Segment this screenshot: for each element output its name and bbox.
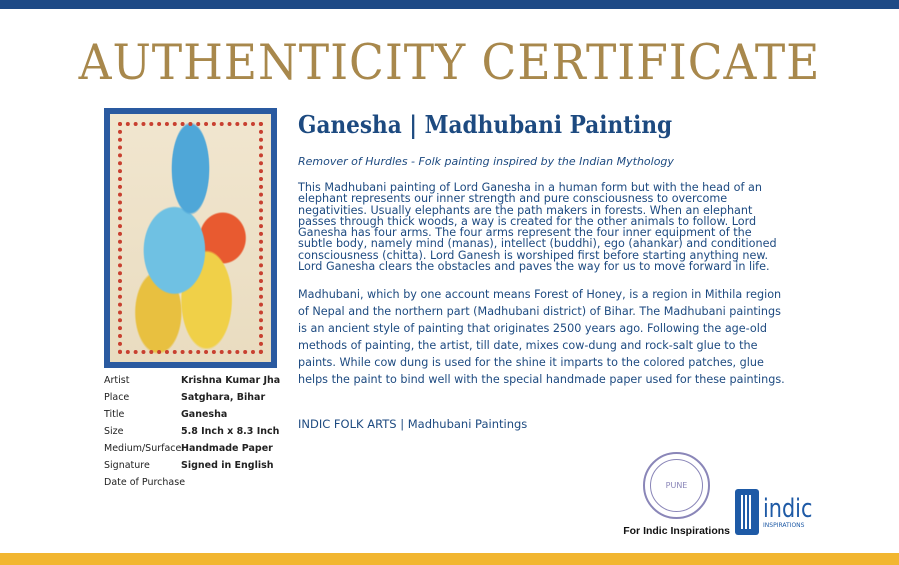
- detail-label: Size: [104, 426, 124, 437]
- brand-line: INDIC FOLK ARTS | Madhubani Paintings: [298, 417, 528, 431]
- detail-row: [104, 423, 280, 440]
- indic-logo: [735, 489, 825, 535]
- detail-value: Handmade Paper: [181, 443, 273, 454]
- company-stamp: [643, 452, 710, 519]
- bottom-bar: [0, 553, 899, 565]
- painting-heading: Ganesha | Madhubani Painting: [298, 110, 673, 139]
- top-bar: [0, 0, 899, 9]
- certificate-title: AUTHENTICITY CERTIFICATE: [78, 34, 821, 91]
- detail-row: [104, 457, 280, 474]
- stamp-center-text: PUNE: [665, 481, 688, 490]
- detail-row: [104, 440, 280, 457]
- detail-label: Artist: [104, 375, 130, 386]
- detail-value: Krishna Kumar Jha: [181, 375, 281, 386]
- description-paragraph-1: This Madhubani painting of Lord Ganesha in a human form but with the head of an elephant represents our inner strength and pure consciousness to overcome negativities. Usually elephants are the path makers in forests. When an elephant passes through thick woods, a way is created for the other animals to follow. Lord Ganesha has four arms. The four arms represent the four inner equipment of the subtle body, namely mind (manas), intellect (buddhi), ego (ahankar) and conditioned consciousness (chitta). Lord Ganesh is worshiped first before starting anything new. Lord Ganesha clears the obstacles and paves the way for us to move forward in life.: [298, 181, 777, 274]
- signoff-text: For Indic Inspirations: [623, 525, 730, 537]
- details-table: [104, 372, 280, 491]
- painting-subtitle: Remover of Hurdles - Folk painting inspired by the Indian Mythology: [298, 155, 674, 168]
- description-paragraph-2: Madhubani, which by one account means Forest of Honey, is a region in Mithila region of Nepal and the northern part (Madhubani district) of Bihar. The Madhubani paintings is an ancient style of painting that originates 2500 years ago. Following the age-old methods of painting, the artist, till date, mixes cow-dung and rock-salt glue to the paints. While cow dung is used for the shine it imparts to the colored patches, glue helps the paint to bind well with the special handmade paper used for these paintings.: [298, 288, 785, 386]
- detail-label: Medium/Surface: [104, 443, 182, 454]
- detail-label: Signature: [104, 460, 150, 471]
- detail-row: [104, 406, 280, 423]
- detail-label: Title: [104, 409, 125, 420]
- detail-row: [104, 389, 280, 406]
- detail-value: Ganesha: [181, 409, 228, 420]
- detail-value: 5.8 Inch x 8.3 Inch: [181, 426, 280, 437]
- detail-row: [104, 372, 280, 389]
- detail-value: Satghara, Bihar: [181, 392, 266, 403]
- pillar-logo-icon: [735, 489, 759, 535]
- logo-tagline: INSPIRATIONS: [763, 521, 805, 529]
- detail-value: Signed in English: [181, 460, 274, 471]
- detail-label: Date of Purchase: [104, 477, 186, 488]
- detail-label: Place: [104, 392, 130, 403]
- detail-row: [104, 474, 280, 491]
- ganesha-painting-image: [104, 108, 277, 368]
- logo-name: indic: [763, 493, 813, 524]
